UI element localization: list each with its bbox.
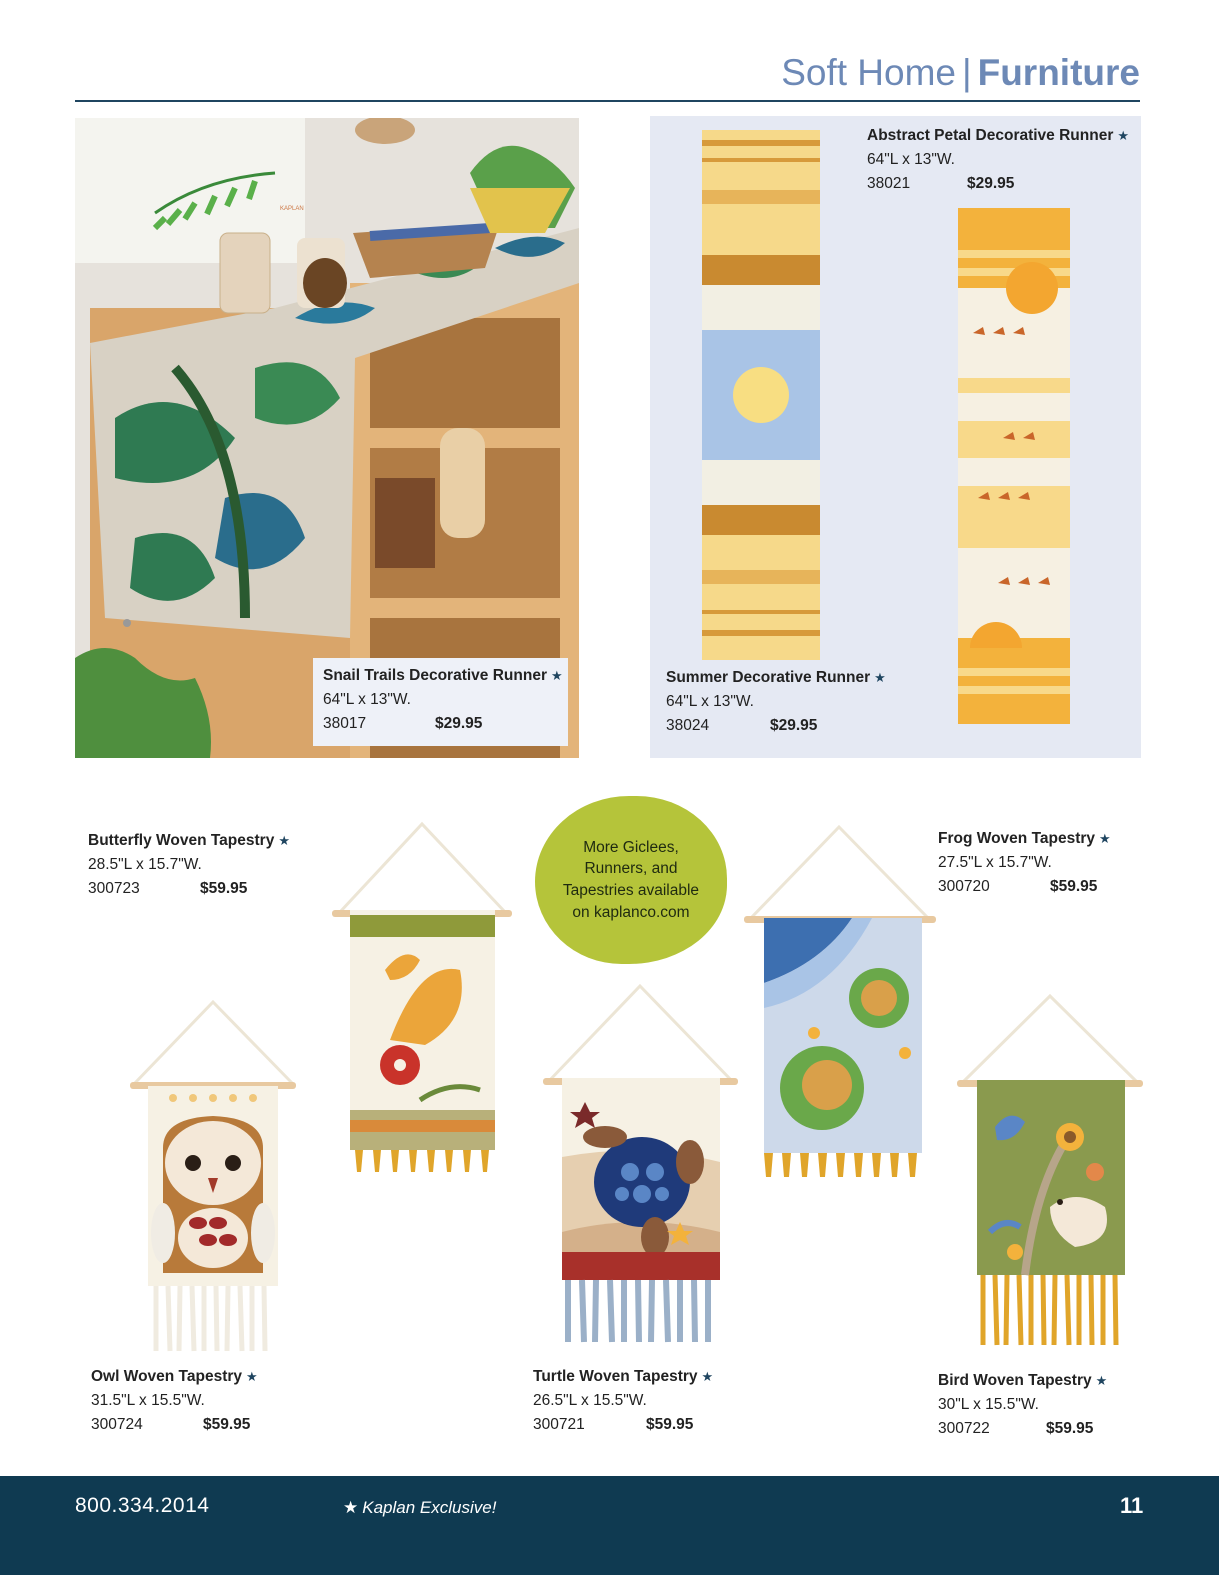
summer-runner-image [702, 130, 820, 660]
page-title [781, 52, 1140, 94]
product-price: $59.95 [203, 1416, 251, 1434]
star-icon: ★ [1117, 128, 1130, 143]
product-name: Bird Woven Tapestry [938, 1372, 1092, 1389]
category-name: Furniture [977, 52, 1140, 93]
canvas-brand: KAPLAN [280, 206, 304, 212]
product-name-line [867, 124, 1129, 148]
star-icon: ★ [1095, 1373, 1108, 1388]
product-name-line [91, 1365, 258, 1389]
section-name: Soft Home [781, 52, 956, 93]
star-icon: ★ [874, 670, 886, 685]
product-name-line [323, 664, 563, 688]
product-name-line [938, 1369, 1107, 1393]
star-icon: ★ [1099, 831, 1111, 846]
product-name-line [88, 829, 290, 853]
product-size: 26.5"L x 15.5"W. [533, 1392, 647, 1410]
title-divider: | [961, 52, 972, 93]
product-size: 64"L x 13"W. [666, 693, 754, 711]
product-name: Summer Decorative Runner [666, 669, 871, 686]
product-name: Snail Trails Decorative Runner [323, 667, 547, 684]
product-snail-trails-runner [313, 658, 568, 746]
footer-phone: 800.334.2014 [75, 1494, 210, 1517]
product-sku-row [323, 712, 558, 736]
product-size: 28.5"L x 15.7"W. [88, 856, 202, 874]
product-price: $59.95 [646, 1416, 694, 1434]
product-butterfly-tapestry [88, 829, 290, 901]
product-size: 31.5"L x 15.5"W. [91, 1392, 205, 1410]
product-price: $29.95 [967, 175, 1015, 193]
turtle-tapestry-image [540, 982, 740, 1352]
star-icon: ★ [343, 1498, 359, 1517]
owl-tapestry-image [128, 998, 298, 1358]
product-sku-row [938, 875, 1111, 899]
product-name: Frog Woven Tapestry [938, 830, 1096, 847]
bird-tapestry-image [955, 992, 1145, 1357]
product-sku-row [666, 714, 886, 738]
product-summer-runner [666, 666, 886, 738]
product-sku-row [91, 1413, 258, 1437]
product-price: $59.95 [200, 880, 248, 898]
product-name-line [533, 1365, 713, 1389]
product-sku: 300721 [533, 1416, 585, 1434]
star-icon: ★ [278, 833, 290, 848]
product-size: 64"L x 13"W. [867, 151, 955, 169]
product-owl-tapestry [91, 1365, 258, 1437]
product-name-line [938, 827, 1111, 851]
product-size: 30"L x 15.5"W. [938, 1396, 1039, 1414]
product-sku: 38024 [666, 717, 710, 735]
page-header [75, 50, 1140, 102]
product-name: Owl Woven Tapestry [91, 1368, 243, 1385]
abstract-petal-runner-image [958, 208, 1070, 724]
product-sku: 38017 [323, 715, 367, 733]
product-sku-row [88, 877, 290, 901]
product-sku: 300724 [91, 1416, 143, 1434]
page-footer [0, 1476, 1219, 1575]
page-number: 11 [1120, 1493, 1144, 1518]
product-size: 64"L x 13"W. [323, 691, 411, 709]
product-price: $59.95 [1046, 1420, 1094, 1438]
butterfly-tapestry-image [330, 820, 515, 1180]
product-sku-row [867, 172, 1129, 196]
product-frog-tapestry [938, 827, 1111, 899]
product-sku: 300723 [88, 880, 140, 898]
product-sku: 300722 [938, 1420, 990, 1438]
runners-panel [650, 116, 1141, 758]
product-bird-tapestry [938, 1369, 1107, 1441]
product-name: Abstract Petal Decorative Runner [867, 127, 1114, 144]
product-price: $59.95 [1050, 878, 1098, 896]
callout-text: More Giclees, Runners, and Tapestries available on kaplanco.com [562, 838, 700, 921]
product-sku: 38021 [867, 175, 911, 193]
product-name: Turtle Woven Tapestry [533, 1368, 698, 1385]
star-icon: ★ [246, 1369, 258, 1384]
product-turtle-tapestry [533, 1365, 713, 1437]
product-sku: 300720 [938, 878, 990, 896]
frog-tapestry-image [742, 823, 937, 1188]
product-sku-row [533, 1413, 713, 1437]
product-name-line [666, 666, 886, 690]
more-products-callout [535, 796, 727, 964]
star-icon: ★ [550, 668, 563, 683]
footer-exclusive-note [343, 1498, 496, 1518]
product-price: $29.95 [435, 715, 483, 733]
product-sku-row [938, 1417, 1107, 1441]
product-abstract-petal-runner [867, 124, 1129, 196]
exclusive-text: Kaplan Exclusive! [362, 1498, 497, 1517]
product-name: Butterfly Woven Tapestry [88, 832, 275, 849]
product-size: 27.5"L x 15.7"W. [938, 854, 1052, 872]
product-price: $29.95 [770, 717, 818, 735]
star-icon: ★ [701, 1369, 714, 1384]
